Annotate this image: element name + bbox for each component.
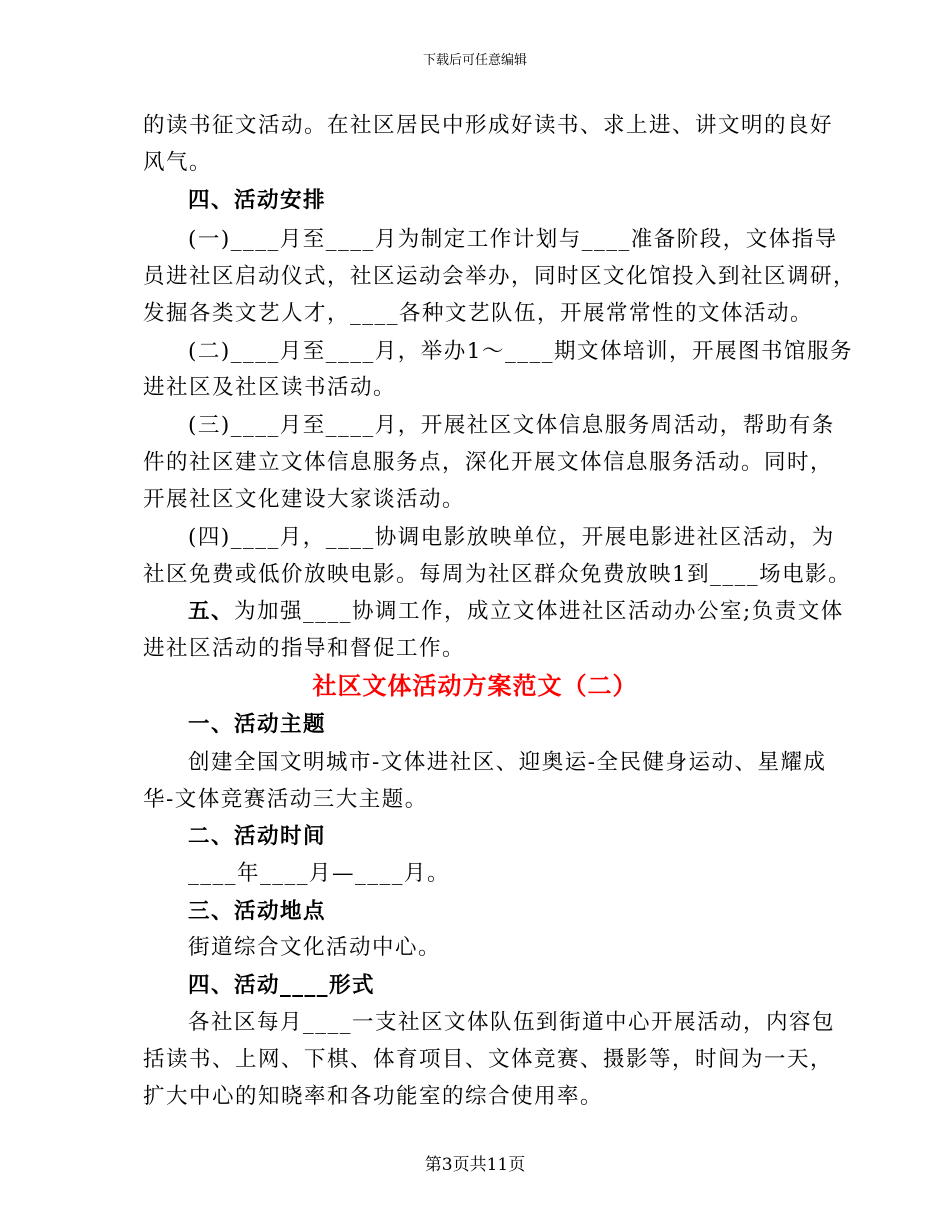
body-line: 社区免费或低价放映电影。每周为社区群众免费放映1到____场电影。 — [143, 562, 852, 587]
body-line: 扩大中心的知晓率和各功能室的综合使用率。 — [143, 1084, 604, 1109]
body-line: 发掘各类文艺人才，____各种文艺队伍，开展常常性的文体活动。 — [143, 301, 814, 326]
body-line: 括读书、上网、下棋、体育项目、文体竞赛、摄影等，时间为一天， — [143, 1047, 834, 1072]
body-line: 街道综合文化活动中心。 — [188, 935, 442, 960]
page-header: 下载后可任意编辑 — [422, 53, 527, 68]
body-line: ____年____月—____月。 — [188, 861, 451, 886]
page-footer: 第3页共11页 — [424, 1155, 526, 1175]
section-title: 社区文体活动方案范文（二） — [312, 672, 638, 700]
body-line: 件的社区建立文体信息服务点，深化开展文体信息服务活动。同时， — [143, 450, 834, 475]
item-label: 五、 — [188, 599, 235, 624]
item-text: 为加强____协调工作，成立文体进社区活动办公室;负责文体 — [234, 599, 844, 624]
body-line: 进社区及社区读书活动。 — [143, 375, 397, 400]
body-line: (三)____月至____月，开展社区文体信息服务周活动，帮助有条 — [188, 413, 835, 438]
section-heading: 三、活动地点 — [188, 899, 327, 924]
body-line: 进社区活动的指导和督促工作。 — [143, 636, 466, 661]
section-heading: 二、活动时间 — [188, 824, 327, 849]
body-line: 华-文体竞赛活动三大主题。 — [143, 787, 428, 812]
body-line: 创建全国文明城市-文体进社区、迎奥运-全民健身运动、星耀成 — [188, 750, 827, 775]
body-line: 的读书征文活动。在社区居民中形成好读书、求上进、讲文明的良好 — [143, 113, 834, 138]
body-line: 各社区每月____一支社区文体队伍到街道中心开展活动，内容包 — [188, 1010, 836, 1035]
body-line: (一)____月至____月为制定工作计划与____准备阶段，文体指导 — [188, 227, 838, 252]
body-line — [188, 597, 844, 627]
section-heading: 四、活动____形式 — [188, 973, 376, 998]
body-line: (四)____月，____协调电影放映单位，开展电影进社区活动，为 — [188, 525, 835, 550]
body-line: (二)____月至____月，举办1～____期文体培训，开展图书馆服务 — [188, 339, 853, 364]
section-heading: 一、活动主题 — [188, 712, 327, 737]
body-line: 开展社区文化建设大家谈活动。 — [143, 487, 466, 512]
section-heading: 四、活动安排 — [188, 188, 327, 213]
body-line: 风气。 — [143, 150, 213, 175]
body-line: 员进社区启动仪式，社区运动会举办，同时区文化馆投入到社区调研， — [143, 264, 857, 289]
